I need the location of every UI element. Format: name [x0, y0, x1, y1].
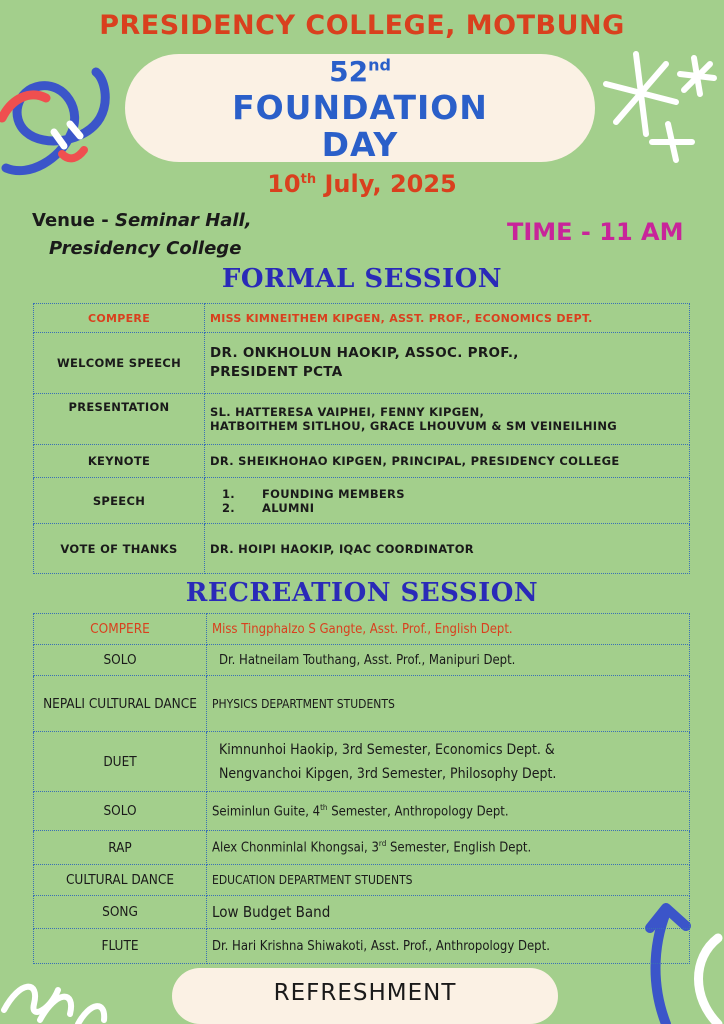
person-cell: Dr. Hari Krishna Shiwakoti, Asst. Prof., Anthropology Dept. [207, 929, 690, 964]
table-row [34, 732, 690, 792]
role-cell: NEPALI CULTURAL DANCE [34, 676, 207, 732]
role-cell: WELCOME SPEECH [34, 333, 205, 394]
swirl-doodle-top-left [0, 58, 115, 188]
role-cell: PRESENTATION [34, 394, 205, 445]
sparkle-doodle-top-right [596, 44, 721, 164]
anniversary-number: 52nd [329, 55, 391, 88]
venue: Venue - Seminar Hall, Presidency College [32, 210, 252, 259]
person-cell: DR. SHEIKHOHAO KIPGEN, PRINCIPAL, PRESIDENCY COLLEGE [205, 445, 690, 478]
person-cell: PHYSICS DEPARTMENT STUDENTS [207, 676, 690, 732]
role-cell: CULTURAL DANCE [34, 865, 207, 896]
role-cell: FLUTE [34, 929, 207, 964]
person-cell: Low Budget Band [207, 896, 690, 929]
refreshment-label: REFRESHMENT [273, 980, 457, 1006]
role-cell: VOTE OF THANKS [34, 524, 205, 574]
table-row [34, 865, 690, 896]
table-row [34, 333, 690, 394]
person-cell: DR. HOIPI HAOKIP, IQAC COORDINATOR [205, 524, 690, 574]
recreation-session-heading: RECREATION SESSION [185, 578, 539, 608]
table-row [34, 896, 690, 929]
table-row [34, 478, 690, 524]
event-title-line1: FOUNDATION [232, 88, 488, 127]
person-cell: EDUCATION DEPARTMENT STUDENTS [207, 865, 690, 896]
table-row [34, 645, 690, 676]
person-cell: DR. ONKHOLUN HAOKIP, ASSOC. PROF., PRESIDENT PCTA [205, 333, 690, 394]
table-row [34, 394, 690, 445]
table-row [34, 445, 690, 478]
person-cell: Alex Chonminlal Khongsai, 3rd Semester, English Dept. [207, 831, 690, 865]
college-name: PRESIDENCY COLLEGE, MOTBUNG [99, 10, 625, 41]
role-cell: RAP [34, 831, 207, 865]
role-cell: DUET [34, 732, 207, 792]
role-cell: COMPERE [34, 304, 205, 333]
formal-session-table [33, 303, 690, 574]
table-row [34, 929, 690, 964]
table-row [34, 304, 690, 333]
role-cell: SPEECH [34, 478, 205, 524]
person-cell: Dr. Hatneilam Touthang, Asst. Prof., Manipuri Dept. [207, 645, 690, 676]
person-cell: MISS KIMNEITHEM KIPGEN, ASST. PROF., ECONOMICS DEPT. [205, 304, 690, 333]
person-cell: Miss Tingphalzo S Gangte, Asst. Prof., English Dept. [207, 614, 690, 645]
event-time: TIME - 11 AM [507, 218, 684, 246]
person-cell: Kimnunhoi Haokip, 3rd Semester, Economics Dept. & Nengvanchoi Kipgen, 3rd Semester, Philosophy Dept. [207, 732, 690, 792]
person-cell: Seiminlun Guite, 4th Semester, Anthropology Dept. [207, 792, 690, 831]
event-date: 10th July, 2025 [267, 170, 457, 198]
role-cell: SOLO [34, 792, 207, 831]
person-cell: SL. HATTERESA VAIPHEI, FENNY KIPGEN, HATBOITHEM SITLHOU, GRACE LHOUVUM & SM VEINEILHING [205, 394, 690, 445]
table-row [34, 614, 690, 645]
role-cell: KEYNOTE [34, 445, 205, 478]
role-cell: COMPERE [34, 614, 207, 645]
table-row [34, 676, 690, 732]
table-row [34, 831, 690, 865]
formal-session-heading: FORMAL SESSION [221, 264, 503, 294]
role-cell: SONG [34, 896, 207, 929]
table-row [34, 524, 690, 574]
role-cell: SOLO [34, 645, 207, 676]
speech-list: 1. FOUNDING MEMBERS 2. ALUMNI [205, 478, 690, 524]
table-row [34, 792, 690, 831]
recreation-session-table [33, 613, 690, 964]
event-title-line2: DAY [321, 125, 399, 164]
